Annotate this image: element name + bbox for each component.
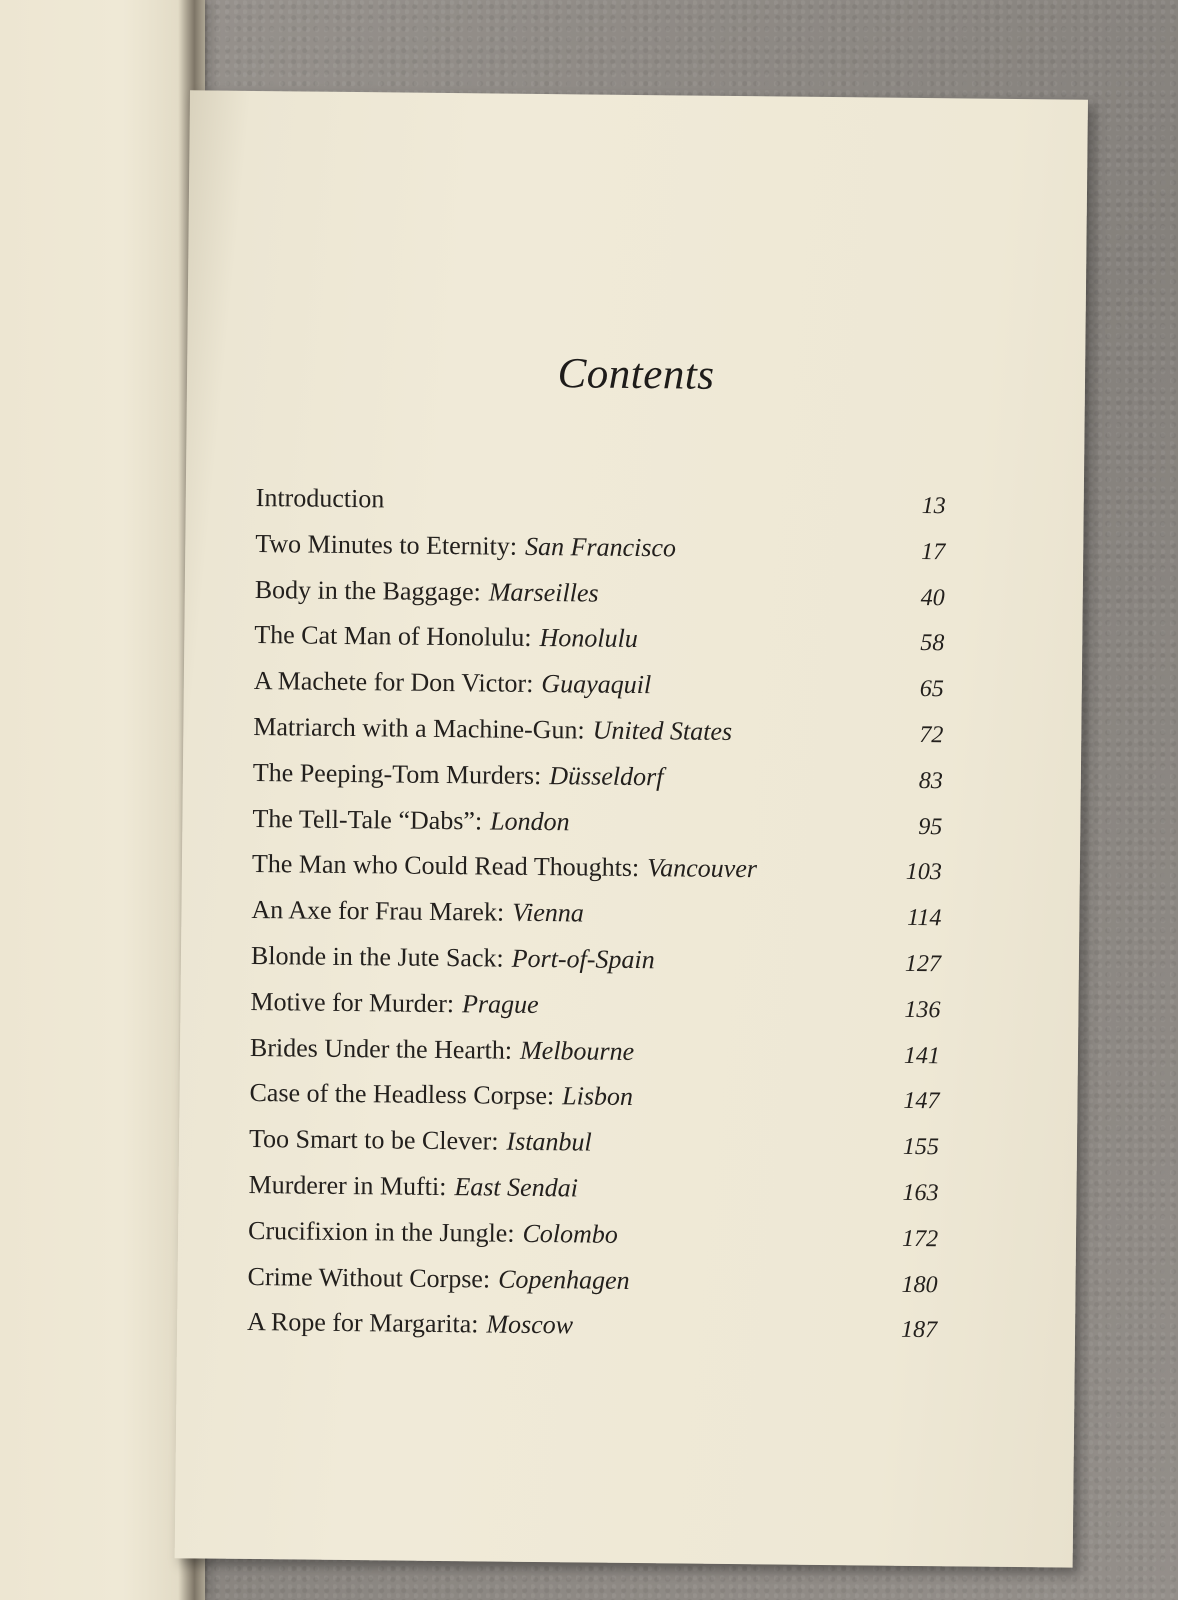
page-title: Contents [557, 350, 715, 399]
entry-title: A Machete for Don Victor: [253, 666, 534, 699]
previous-page [0, 0, 205, 1600]
entry-title: An Axe for Frau Marek: [251, 895, 505, 927]
entry-place: Vancouver [647, 853, 758, 884]
entry-title: Case of the Headless Corpse: [249, 1078, 555, 1111]
toc-entry [255, 483, 945, 536]
entry-place: Honolulu [539, 623, 638, 654]
entry-place: Prague [461, 988, 539, 1019]
entry-title: The Tell-Tale “Dabs”: [252, 803, 483, 835]
entry-page-number: 136 [904, 996, 941, 1023]
entry-place: Port-of-Spain [511, 943, 655, 975]
entry-place: London [490, 806, 570, 836]
entry-place: Düsseldorf [549, 760, 664, 792]
entry-page-number: 13 [921, 492, 946, 520]
entry-title: Motive for Murder: [250, 986, 455, 1018]
toc-entry [255, 529, 945, 582]
entry-place: Lisbon [562, 1081, 634, 1112]
toc-entry [254, 620, 944, 673]
entry-title: Brides Under the Hearth: [249, 1032, 513, 1065]
entry-place: Istanbul [506, 1126, 592, 1157]
entry-title: Body in the Baggage: [254, 574, 481, 606]
entry-page-number: 65 [919, 676, 944, 703]
entry-place: Vienna [512, 897, 585, 928]
toc-entry [251, 941, 941, 994]
entry-place: Moscow [486, 1309, 574, 1340]
toc-entry [252, 804, 942, 857]
entry-place: East Sendai [454, 1172, 579, 1203]
toc-entry [247, 1307, 937, 1360]
entry-page-number: 114 [907, 905, 942, 932]
toc-entry [247, 1262, 937, 1315]
entry-title: The Peeping-Tom Murders: [252, 757, 542, 790]
entry-place: Copenhagen [498, 1264, 630, 1295]
entry-title: Crucifixion in the Jungle: [247, 1215, 515, 1248]
table-of-contents [247, 483, 946, 1360]
entry-page-number: 163 [902, 1179, 939, 1207]
toc-entry [250, 987, 940, 1040]
entry-title: A Rope for Margarita: [246, 1307, 479, 1339]
entry-page-number: 187 [900, 1317, 938, 1344]
entry-title: Introduction [255, 483, 385, 514]
entry-page-number: 155 [902, 1133, 940, 1161]
toc-entry [251, 895, 941, 948]
entry-page-number: 180 [901, 1271, 938, 1298]
toc-entry [253, 758, 943, 811]
toc-entry [252, 849, 942, 902]
entry-page-number: 72 [919, 721, 944, 749]
toc-entry [248, 1216, 938, 1269]
entry-page-number: 147 [903, 1088, 940, 1115]
contents-page [175, 90, 1088, 1567]
entry-place: Melbourne [519, 1035, 635, 1066]
toc-entry [249, 1078, 939, 1131]
entry-place: Guayaquil [541, 669, 652, 700]
entry-title: Too Smart to be Clever: [248, 1124, 499, 1156]
entry-page-number: 95 [918, 813, 943, 840]
entry-page-number: 58 [920, 630, 945, 657]
toc-entry [254, 666, 944, 719]
toc-entry [248, 1170, 938, 1223]
entry-page-number: 127 [904, 950, 942, 978]
entry-page-number: 103 [905, 859, 943, 886]
entry-place: United States [592, 715, 733, 746]
entry-page-number: 40 [920, 584, 945, 611]
toc-entry [250, 1033, 940, 1086]
entry-title: Murderer in Mufti: [248, 1169, 447, 1201]
entry-place: Colombo [522, 1218, 619, 1249]
toc-entry [253, 712, 943, 765]
entry-page-number: 83 [918, 767, 943, 794]
entry-place: San Francisco [524, 531, 677, 563]
entry-page-number: 172 [901, 1225, 939, 1252]
entry-title: The Cat Man of Honolulu: [254, 620, 532, 653]
entry-title: Matriarch with a Machine-Gun: [253, 711, 585, 745]
entry-page-number: 141 [903, 1042, 941, 1069]
entry-title: Crime Without Corpse: [247, 1261, 491, 1294]
entry-title: Two Minutes to Eternity: [255, 528, 518, 561]
entry-place: Marseilles [488, 577, 599, 608]
toc-entry [254, 575, 944, 628]
entry-title: The Man who Could Read Thoughts: [251, 849, 640, 883]
toc-entry [249, 1124, 939, 1177]
entry-page-number: 17 [921, 538, 946, 566]
entry-title: Blonde in the Jute Sack: [250, 940, 504, 973]
